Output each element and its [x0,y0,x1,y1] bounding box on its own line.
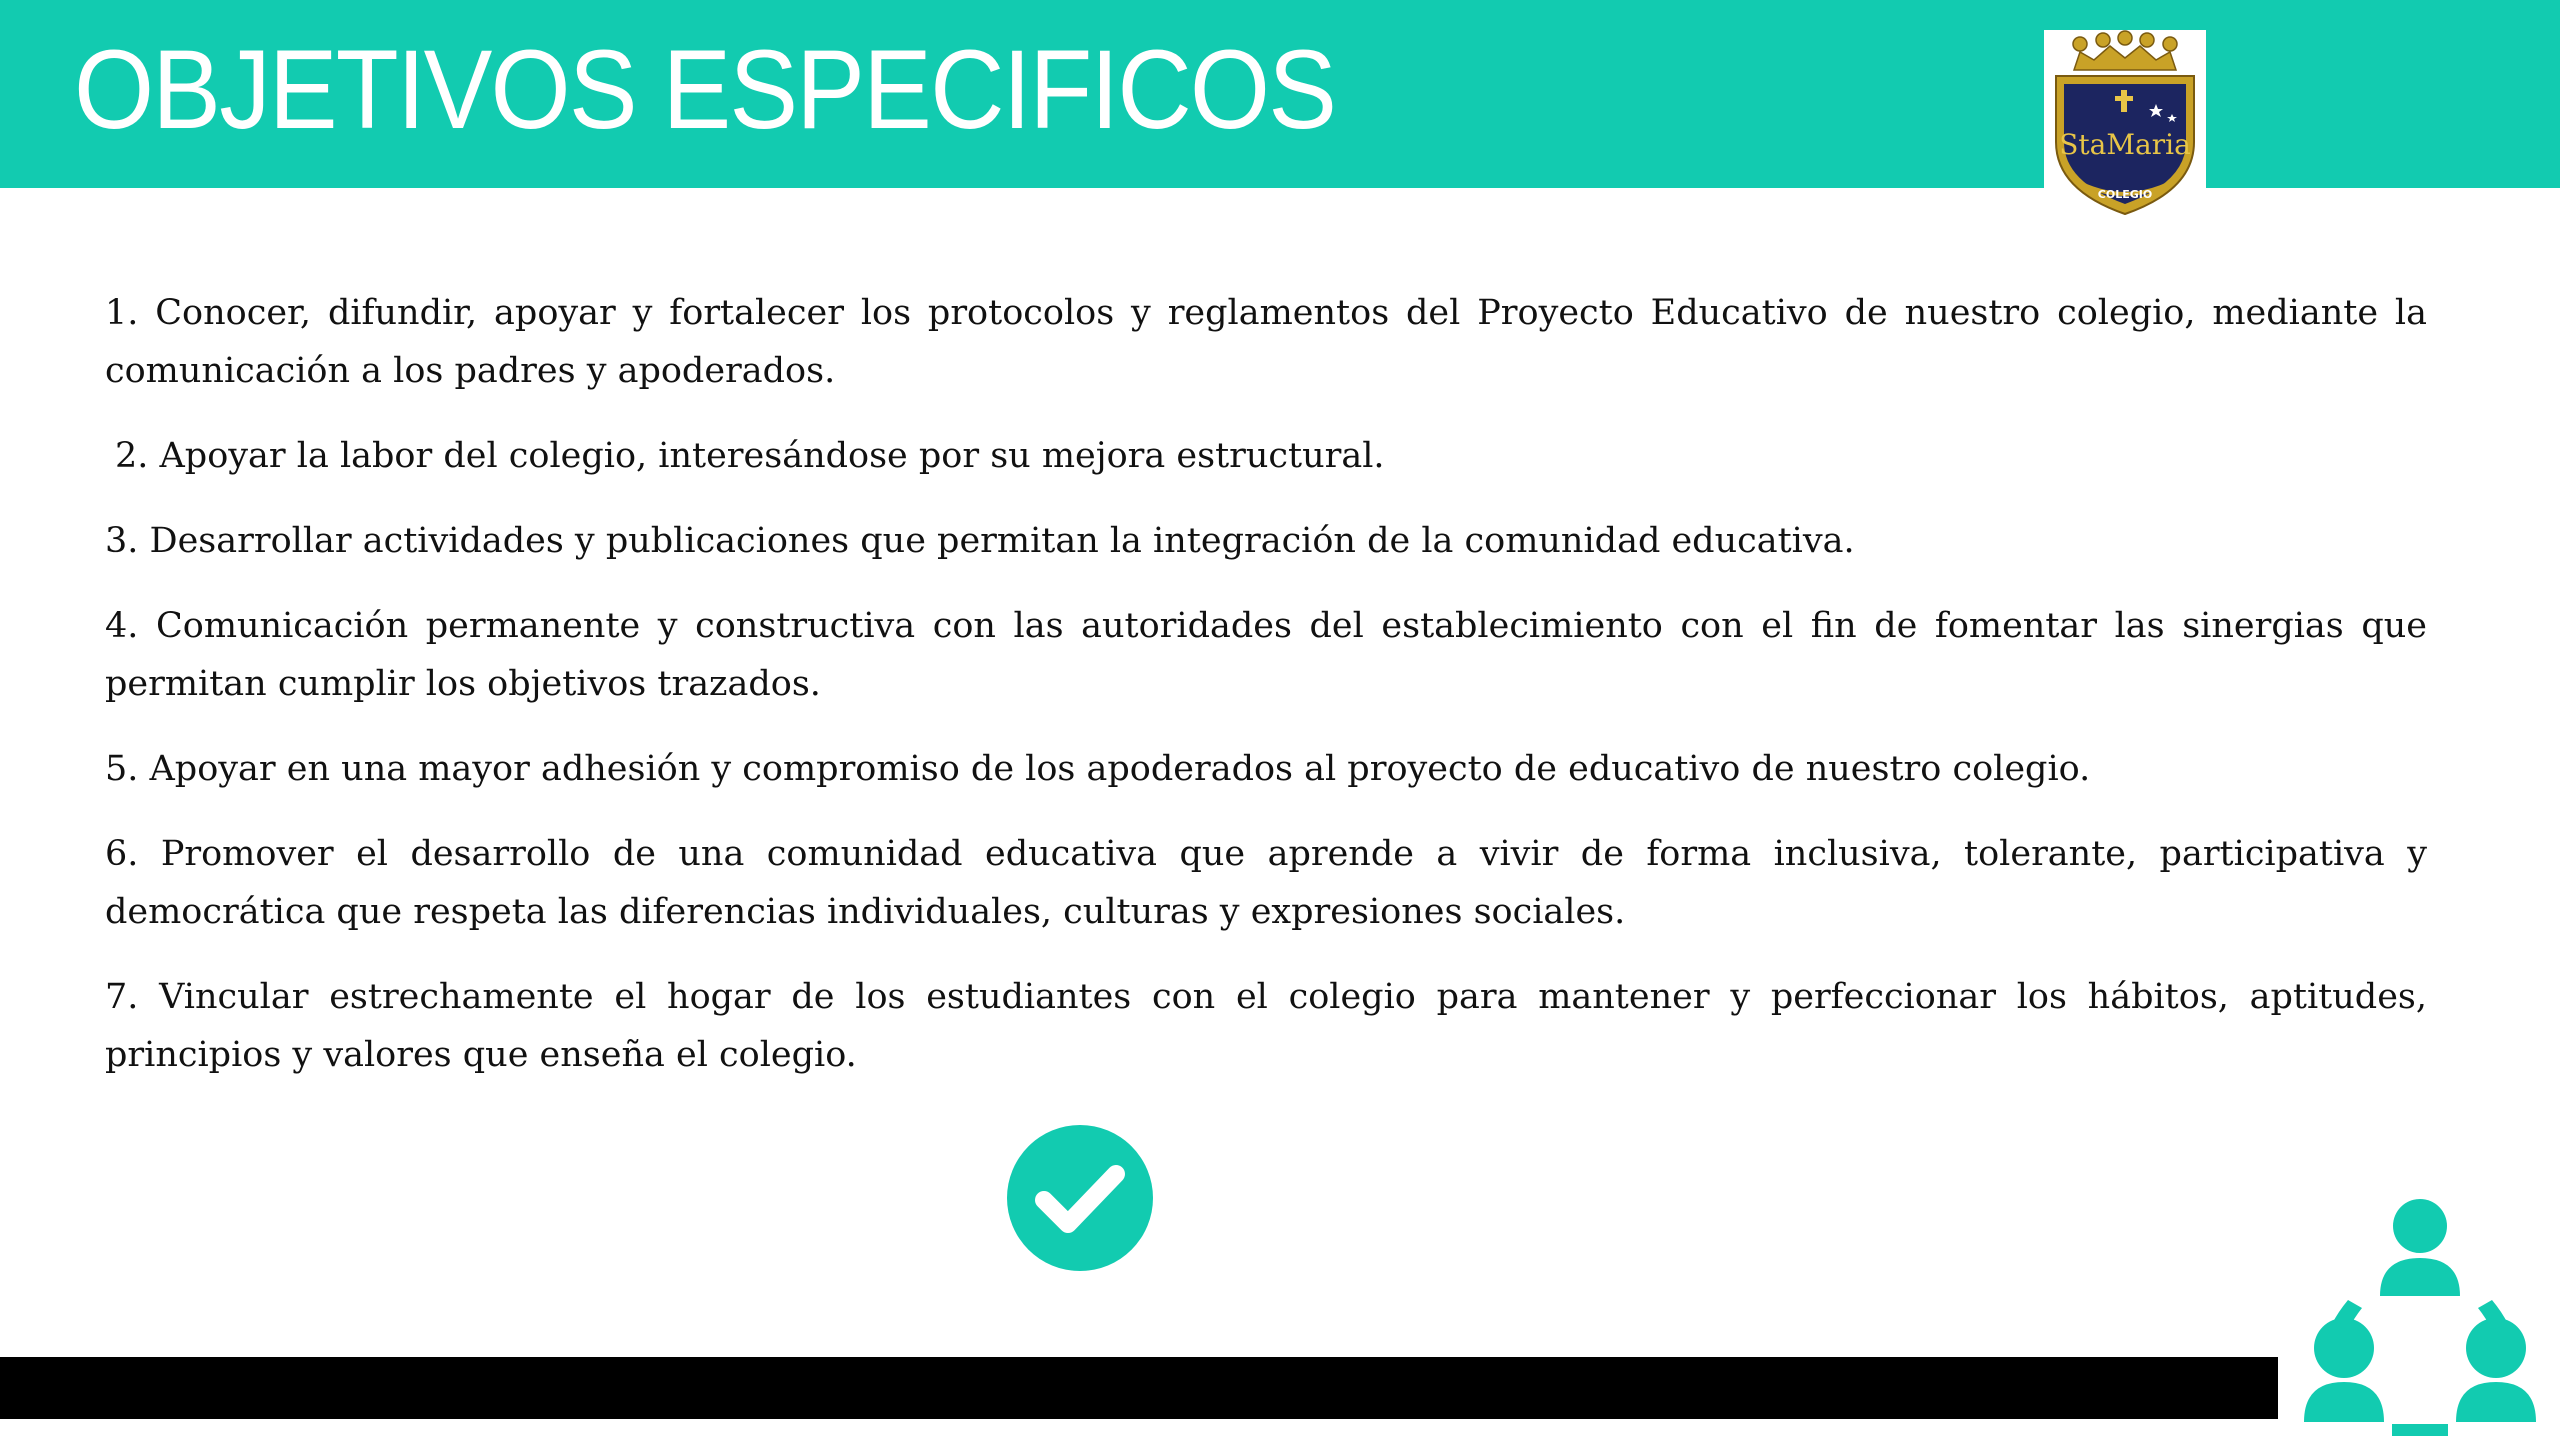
objectives-list [105,284,2427,1111]
objective-item: 1. Conocer, difundir, apoyar y fortalecer los protocolos y reglamentos del Proyecto Educativo de nuestro colegio, mediante la comunicación a los padres y apoderados. [105,293,2427,391]
check-circle-icon [1006,1124,1154,1272]
svg-text:COLEGIO: COLEGIO [2097,188,2153,201]
objective-item: 3. Desarrollar actividades y publicaciones que permitan la integración de la comunidad educativa. [105,521,1855,561]
objective-item: 7. Vincular estrechamente el hogar de los estudiantes con el colegio para mantener y perfeccionar los hábitos, aptitudes, principios y valores que enseña el colegio. [105,977,2427,1075]
page-title: OBJETIVOS ESPECIFICOS [74,27,1336,152]
objective-item: 5. Apoyar en una mayor adhesión y compromiso de los apoderados al proyecto de educativo de nuestro colegio. [105,749,2091,789]
objective-item: 4. Comunicación permanente y constructiva con las autoridades del establecimiento con el fin de fomentar las sinergias que permitan cumplir los objetivos trazados. [105,606,2427,704]
school-logo [2044,30,2206,226]
objective-item: 2. Apoyar la labor del colegio, interesándose por su mejora estructural. [115,436,1385,476]
school-crest-icon [2044,30,2206,226]
objective-item: 6. Promover el desarrollo de una comunidad educativa que aprende a vivir de forma inclusiva, tolerante, participativa y democrática que respeta las diferencias individuales, culturas y expresiones sociales. [105,834,2427,932]
footer-bar [0,1357,2278,1419]
people-cycle-icon [2300,1196,2540,1436]
svg-text:StaMaria: StaMaria [2059,128,2191,161]
